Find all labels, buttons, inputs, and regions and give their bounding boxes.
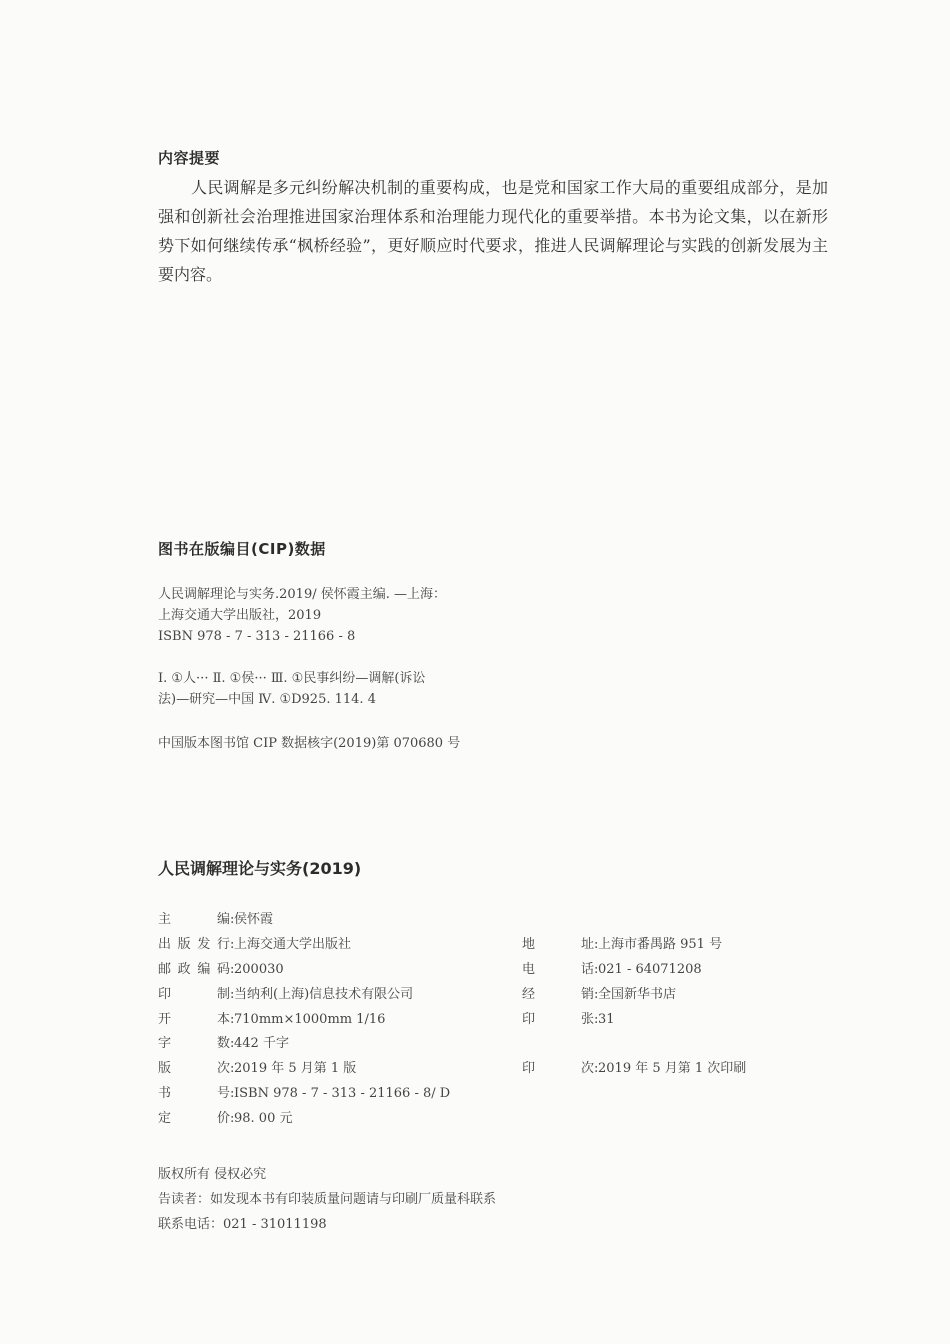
info-label: 经销 [522,987,594,1002]
cip-line: 上海交通大学出版社，2019 [158,608,322,623]
info-label: 地址 [522,937,594,952]
info-label: 电话 [522,962,594,977]
info-label: 出版发行 [158,937,230,952]
info-value: 200030 [234,962,284,977]
cip-block-2 [158,668,425,710]
info-value: 710mm×1000mm 1/16 [234,1012,386,1027]
info-value: 当纳利(上海)信息技术有限公司 [234,987,414,1002]
info-label: 字数 [158,1036,230,1051]
info-printing: 印次:2019 年 5 月第 1 次印刷 [522,1059,746,1079]
info-value: 上海交通大学出版社 [234,937,352,952]
info-value: 上海市番禺路 951 号 [598,937,723,952]
info-editor: 主编:侯怀霞 [158,910,273,930]
info-value: 442 千字 [234,1036,289,1051]
info-label: 版次 [158,1061,230,1076]
info-postcode: 邮政编码:200030 [158,960,284,980]
info-value: 2019 年 5 月第 1 版 [234,1061,357,1076]
info-publisher: 出版发行:上海交通大学出版社 [158,935,351,955]
info-distributor: 经销:全国新华书店 [522,985,676,1005]
info-isbn: 书号:ISBN 978 - 7 - 313 - 21166 - 8/ D [158,1084,450,1104]
info-label: 印张 [522,1012,594,1027]
info-value: ISBN 978 - 7 - 313 - 21166 - 8/ D [234,1086,451,1101]
contact-phone: 联系电话：021 - 31011198 [158,1217,327,1232]
info-printer: 印制:当纳利(上海)信息技术有限公司 [158,985,413,1005]
info-value: 021 - 64071208 [598,962,702,977]
copyright-notice: 版权所有 侵权必究 [158,1167,267,1182]
info-wordcount: 字数:442 千字 [158,1034,289,1054]
copyright-footer [158,1162,496,1237]
info-value: 31 [598,1012,615,1027]
info-price: 定价:98. 00 元 [158,1109,292,1129]
cip-line: Ⅰ. ①人··· Ⅱ. ①侯··· Ⅲ. ①民事纠纷—调解(诉讼 [158,671,426,686]
info-address: 地址:上海市番禺路 951 号 [522,935,722,955]
reader-notice: 告读者：如发现本书有印装质量问题请与印刷厂质量科联系 [158,1192,497,1207]
info-value: 全国新华书店 [598,987,677,1002]
cip-record: 中国版本图书馆 CIP 数据核字(2019)第 070680 号 [158,736,461,751]
abstract-text: 人民调解是多元纠纷解决机制的重要构成，也是党和国家工作大局的重要组成部分，是加强和创新社会治理推进国家治理体系和治理能力现代化的重要举措。本书为论文集，以在新形势下如何继续传承“枫桥经验”，更好顺应时代要求，推进人民调解理论与实践的创新发展为主要内容。 [158,178,828,284]
info-label: 印制 [158,987,230,1002]
cip-line: 人民调解理论与实务.2019/ 侯怀霞主编. —上海： [158,587,446,602]
info-value: 侯怀霞 [234,912,274,927]
book-title: 人民调解理论与实务(2019) [158,859,362,878]
info-label: 定价 [158,1111,230,1126]
cip-block-1 [158,584,446,647]
info-value: 2019 年 5 月第 1 次印刷 [598,1061,747,1076]
abstract-heading: 内容提要 [158,149,221,167]
info-edition: 版次:2019 年 5 月第 1 版 [158,1059,356,1079]
info-label: 印次 [522,1061,594,1076]
info-format: 开本:710mm×1000mm 1/16 [158,1010,385,1030]
info-sheets: 印张:31 [522,1010,615,1030]
cip-line: ISBN 978 - 7 - 313 - 21166 - 8 [158,629,356,644]
cip-line: 法)—研究—中国 Ⅳ. ①D925. 114. 4 [158,692,376,707]
info-label: 开本 [158,1012,230,1027]
cip-heading: 图书在版编目(CIP)数据 [158,540,326,558]
info-phone: 电话:021 - 64071208 [522,960,702,980]
info-label: 书号 [158,1086,230,1101]
info-label: 邮政编码 [158,962,230,977]
info-value: 98. 00 元 [234,1111,293,1126]
info-label: 主编 [158,912,230,927]
